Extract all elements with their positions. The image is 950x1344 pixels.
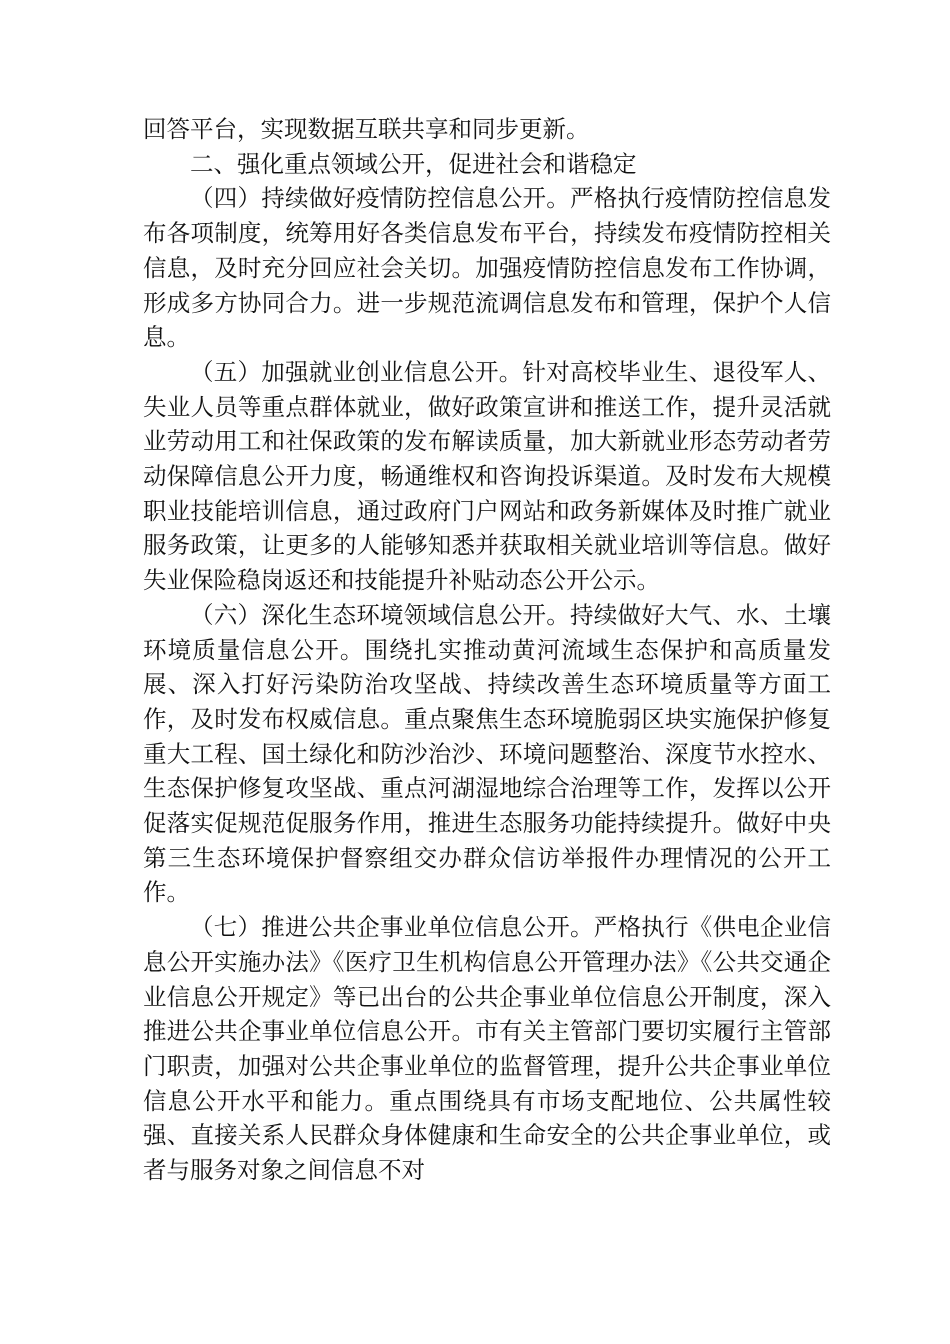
section-heading: 二、强化重点领域公开，促进社会和谐稳定 [190, 149, 637, 178]
paragraph-ecology-info: （六）深化生态环境领域信息公开。持续做好大气、水、土壤环境质量信息公开。围绕扎实推动黄河流域生态保护和高质量发展、深入打好污染防治攻坚战、持续改善生态环境质量等方面工作，及时发布权威信息。重点聚焦生态环境脆弱区块实施保护修复重大工程、国土绿化和防沙治沙、环境问题整治、深度节水控水、生态保护修复攻坚战、重点河湖湿地综合治理等工作，发挥以公开促落实促规范促服务作用，推进生态服务功能持续提升。做好中央第三生态环境保护督察组交办群众信访举报件办理情况的公开工作。 [143, 600, 831, 907]
paragraph-public-enterprise-info: （七）推进公共企事业单位信息公开。严格执行《供电企业信息公开实施办法》《医疗卫生机构信息公开管理办法》《公共交通企业信息公开规定》等已出台的公共企事业单位信息公开制度，深入推进公共企事业单位信息公开。市有关主管部门要切实履行主管部门职责，加强对公共企事业单位的监督管理，提升公共企事业单位信息公开水平和能力。重点围绕具有市场支配地位、公共属性较强、直接关系人民群众身体健康和生命安全的公共企事业单位，或者与服务对象之间信息不对 [143, 913, 831, 1185]
document-page [143, 112, 831, 1188]
paragraph-continuation: 回答平台，实现数据互联共享和同步更新。 [143, 115, 590, 143]
paragraph-epidemic-info: （四）持续做好疫情防控信息公开。严格执行疫情防控信息发布各项制度，统筹用好各类信息发布平台，持续发布疫情防控相关信息，及时充分回应社会关切。加强疫情防控信息发布工作协调，形成多方协同合力。进一步规范流调信息发布和管理，保护个人信息。 [143, 184, 831, 352]
paragraph-employment-info: （五）加强就业创业信息公开。针对高校毕业生、退役军人、失业人员等重点群体就业，做好政策宣讲和推送工作，提升灵活就业劳动用工和社保政策的发布解读质量，加大新就业形态劳动者劳动保障信息公开力度，畅通维权和咨询投诉渠道。及时发布大规模职业技能培训信息，通过政府门户网站和政务新媒体及时推广就业服务政策，让更多的人能够知悉并获取相关就业培训等信息。做好失业保险稳岗返还和技能提升补贴动态公开公示。 [143, 357, 831, 595]
